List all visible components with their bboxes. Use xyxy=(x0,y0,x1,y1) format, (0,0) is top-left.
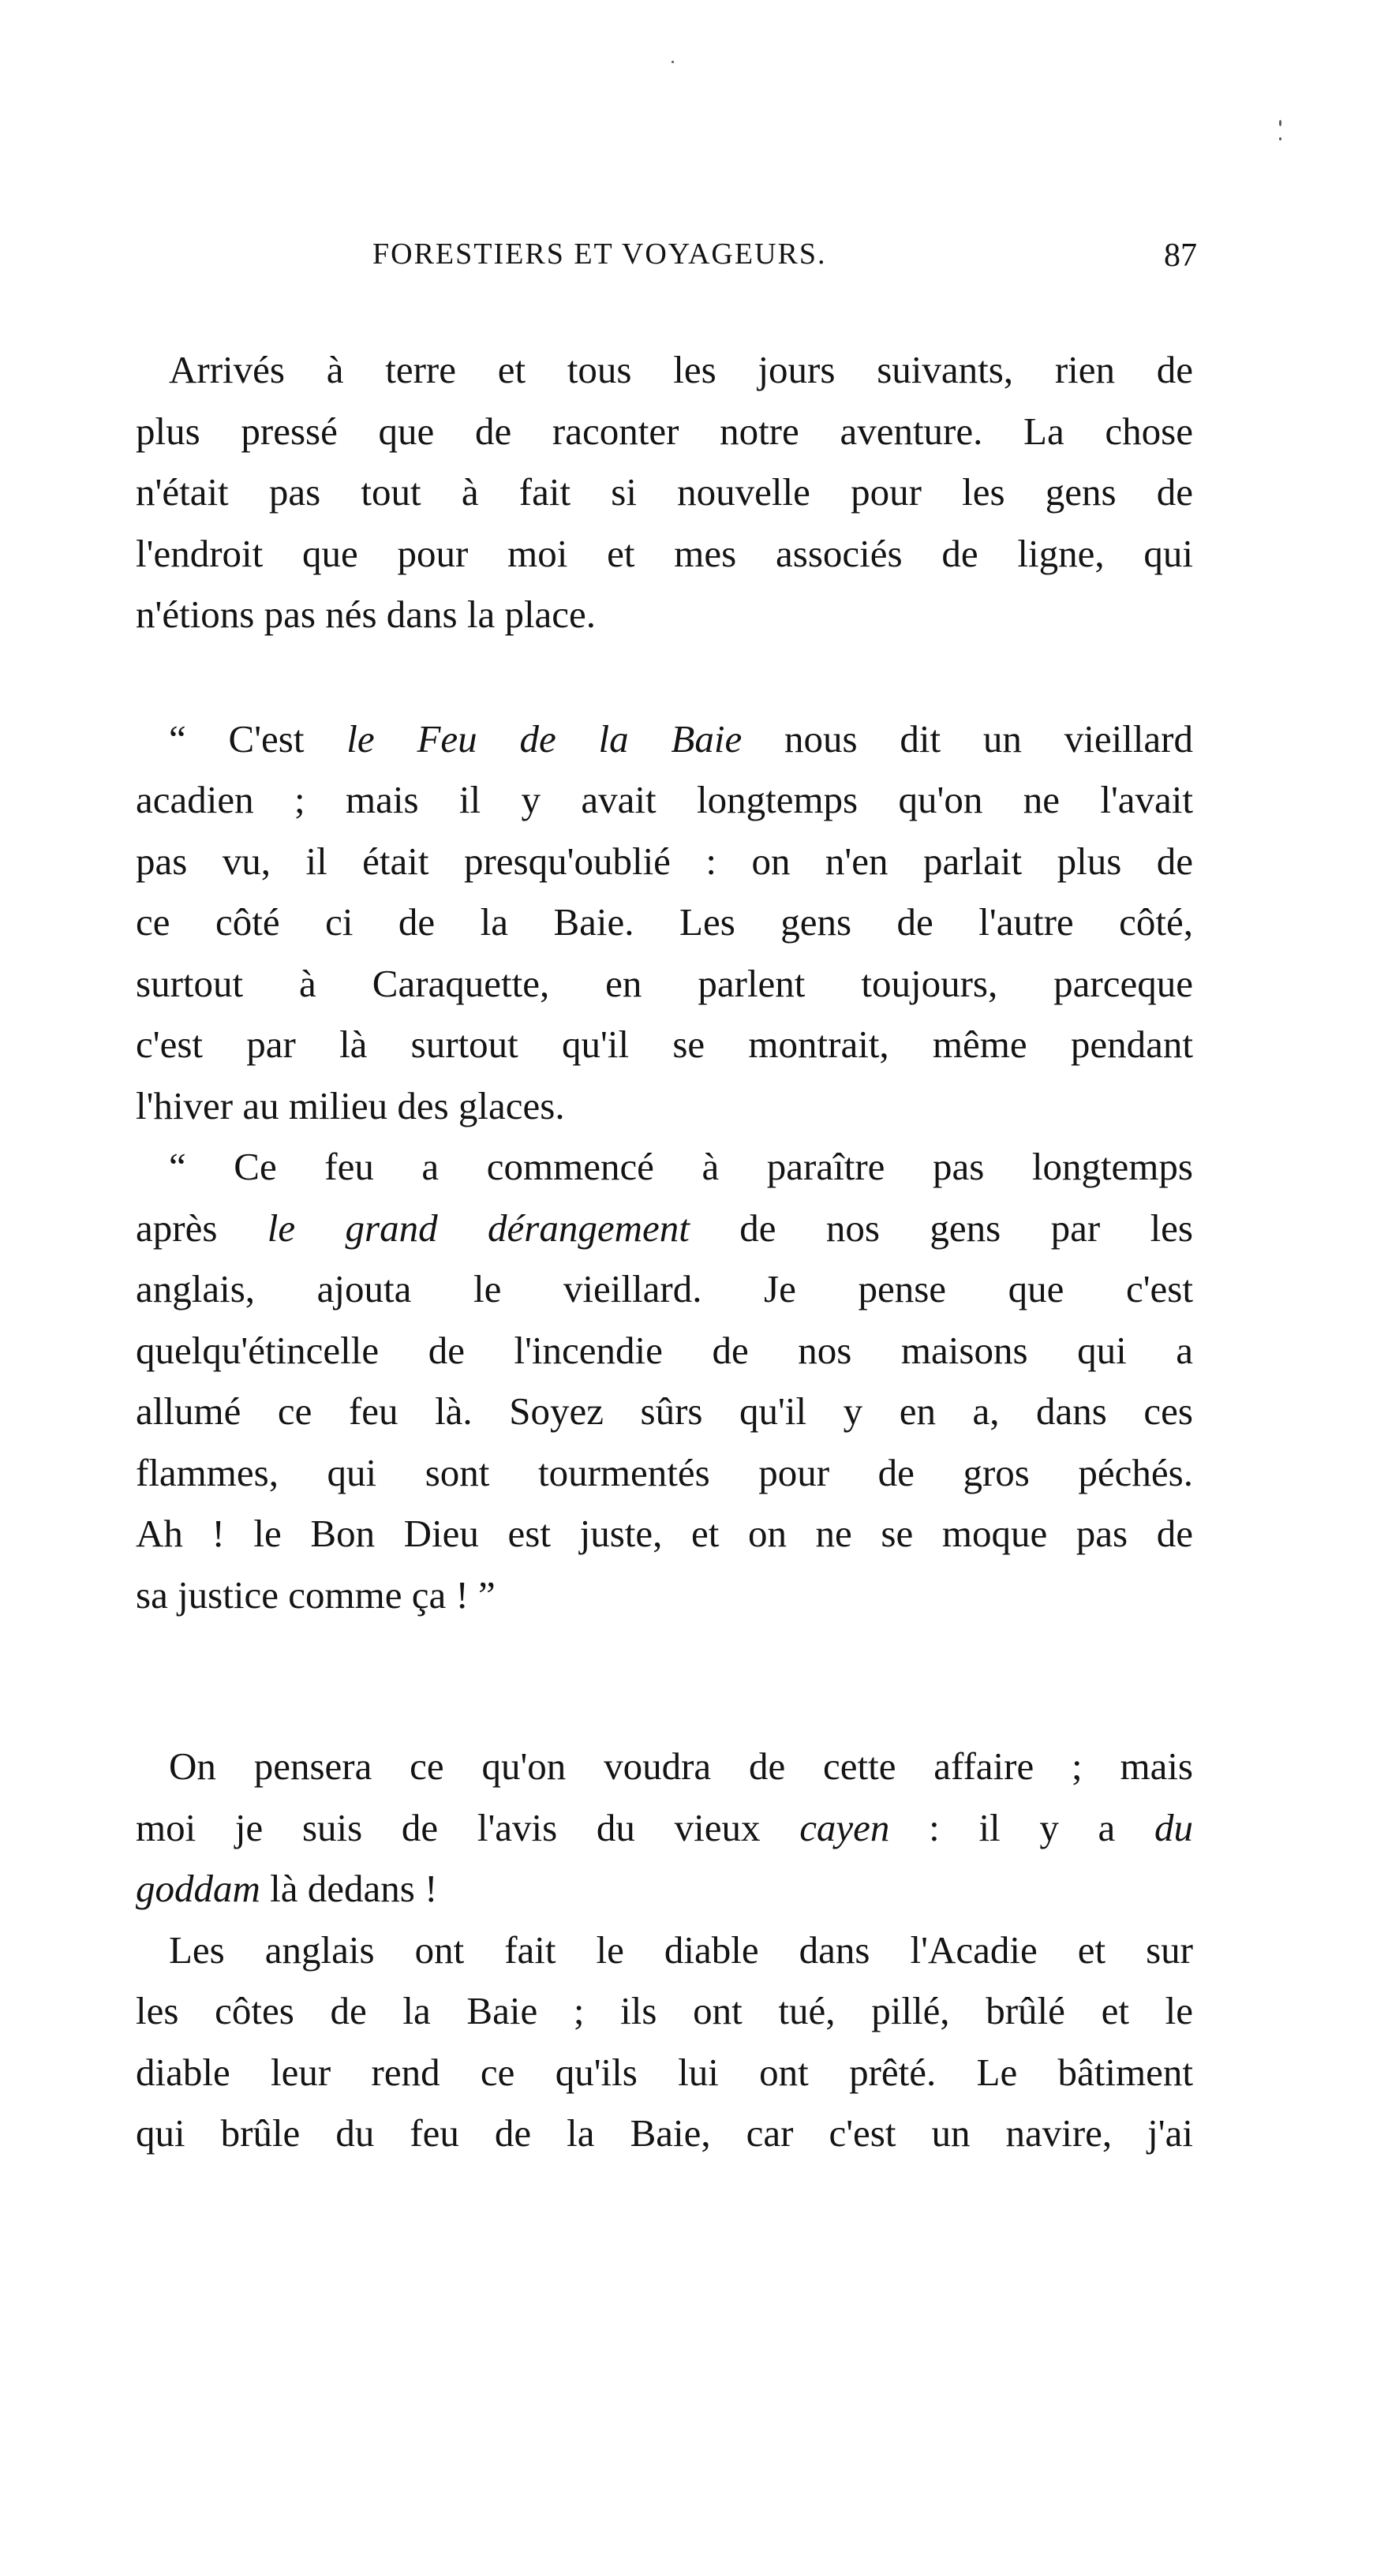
paragraph-gap xyxy=(136,645,1193,708)
text-line: qui brûle du feu de la Baie, car c'est un navire, j'ai xyxy=(136,2111,1193,2155)
paragraph xyxy=(136,708,1193,1137)
text-line: “ C'est le Feu de la Baie nous dit un vieillard xyxy=(169,716,1193,761)
paragraph xyxy=(136,1736,1193,1920)
text-line: surtout à Caraquette, en parlent toujours, parceque xyxy=(136,961,1193,1005)
text-line: ce côté ci de la Baie. Les gens de l'autre côté, xyxy=(136,900,1193,944)
page-number: 87 xyxy=(1164,237,1197,274)
text-line: Arrivés à terre et tous les jours suivants, rien de xyxy=(169,348,1193,391)
text-line: quelqu'étincelle de l'incendie de nos maisons qui a xyxy=(136,1328,1193,1372)
text-line: l'endroit que pour moi et mes associés de ligne, qui xyxy=(136,531,1193,575)
text-line: moi je suis de l'avis du vieux cayen : il y a du xyxy=(136,1805,1193,1849)
text-line: goddam là dedans ! xyxy=(136,1867,438,1910)
text-line: c'est par là surtout qu'il se montrait, même pendant xyxy=(136,1023,1193,1066)
text-line: après le grand dérangement de nos gens par les xyxy=(136,1206,1194,1250)
text-line: On pensera ce qu'on voudra de cette affaire ; mais xyxy=(169,1744,1193,1788)
text-line: Les anglais ont fait le diable dans l'Acadie et sur xyxy=(169,1927,1193,1972)
running-title: FORESTIERS ET VOYAGEURS. xyxy=(372,237,827,271)
paragraph xyxy=(136,1920,1193,2164)
paragraph xyxy=(136,1136,1193,1625)
text-line: pas vu, il était presqu'oublié : on n'en parlait plus de xyxy=(136,839,1193,883)
print-speck xyxy=(1279,120,1281,126)
paragraph xyxy=(136,339,1193,645)
text-line: Ah ! le Bon Dieu est juste, et on ne se moque pas de xyxy=(136,1512,1193,1555)
text-line: flammes, qui sont tourmentés pour de gros péchés. xyxy=(136,1450,1193,1494)
text-line: les côtes de la Baie ; ils ont tué, pillé, brûlé et le xyxy=(136,1989,1193,2032)
text-line: plus pressé que de raconter notre aventure. La chose xyxy=(136,409,1193,453)
text-line: sa justice comme ça ! ” xyxy=(136,1572,496,1617)
print-speck xyxy=(1279,137,1281,140)
text-line: l'hiver au milieu des glaces. xyxy=(136,1083,565,1127)
print-speck xyxy=(672,61,674,63)
text-line: anglais, ajouta le vieillard. Je pense que c'est xyxy=(136,1267,1193,1310)
text-line: acadien ; mais il y avait longtemps qu'on ne l'avait xyxy=(136,778,1193,821)
body-text xyxy=(136,339,1193,2164)
text-line: “ Ce feu a commencé à paraître pas longtemps xyxy=(169,1145,1193,1188)
text-line: n'était pas tout à fait si nouvelle pour les gens de xyxy=(136,470,1193,514)
paragraph-gap xyxy=(136,1625,1193,1736)
text-line: n'étions pas nés dans la place. xyxy=(136,593,597,636)
page-header xyxy=(136,237,1197,284)
text-line: allumé ce feu là. Soyez sûrs qu'il y en a, dans ces xyxy=(136,1389,1193,1433)
text-line: diable leur rend ce qu'ils lui ont prêté. Le bâtiment xyxy=(136,2050,1193,2094)
